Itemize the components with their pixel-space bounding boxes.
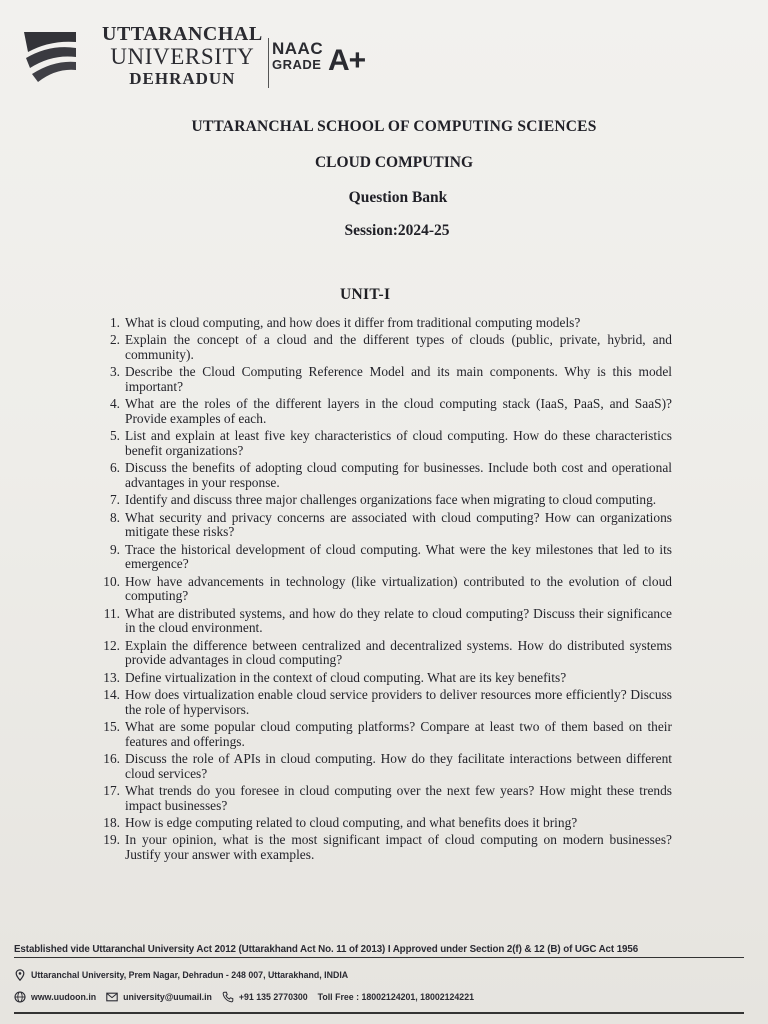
question-item <box>100 461 672 490</box>
question-text: How is edge computing related to cloud computing, and what benefits does it bring? <box>125 814 578 830</box>
unit-heading: UNIT-I <box>340 286 391 303</box>
question-number: 15. <box>103 718 120 734</box>
location-pin-icon <box>14 969 26 981</box>
globe-icon <box>14 991 26 1003</box>
question-number: 14. <box>103 686 120 702</box>
header-divider <box>268 38 269 88</box>
university-name-line1: UTTARANCHAL <box>102 23 263 45</box>
question-item <box>100 333 672 362</box>
question-number: 18. <box>103 814 120 830</box>
question-text: Discuss the benefits of adopting cloud computing for businesses. Include both cost and operational advantages in your response. <box>125 460 672 490</box>
university-city: DEHRADUN <box>129 69 236 88</box>
naac-label: NAAC <box>272 39 324 58</box>
question-item <box>100 639 672 668</box>
question-text: What trends do you foresee in cloud computing over the next few years? How might these trends impact businesses? <box>125 782 672 813</box>
establishment-note: Established vide Uttaranchal University Act 2012 (Uttarakhand Act No. 11 of 2013) I Approved under Section 2(f) & 12 (B) of UGC Act 1956 <box>14 944 744 958</box>
question-number: 8. <box>109 509 120 525</box>
university-name-line2: UNIVERSITY <box>110 44 255 69</box>
university-header <box>20 18 440 88</box>
question-text: Trace the historical development of cloud computing. What were the key milestones that led to its emergence? <box>125 541 672 572</box>
mail-icon <box>106 991 118 1003</box>
question-item <box>100 752 672 781</box>
question-text: Discuss the role of APIs in cloud computing. How do they facilitate interactions between different cloud services? <box>125 750 672 781</box>
question-text: What security and privacy concerns are associated with cloud computing? How can organizations mitigate these risks? <box>125 509 672 540</box>
question-item <box>100 429 672 458</box>
website-link[interactable]: www.uudoon.in <box>31 992 97 1002</box>
question-item <box>100 833 672 862</box>
email-link[interactable]: university@uumail.in <box>123 992 212 1002</box>
question-number: 1. <box>109 315 120 330</box>
grade-value: A+ <box>328 44 366 77</box>
phone-number[interactable]: +91 135 2770300 <box>238 992 308 1002</box>
footer-contact-line <box>14 991 744 1003</box>
question-text: What is cloud computing, and how does it differ from traditional computing models? <box>125 315 581 330</box>
question-number: 6. <box>109 460 120 476</box>
question-item <box>100 671 672 686</box>
question-text: What are the roles of the different layers in the cloud computing stack (IaaS, PaaS, and SaaS)? Provide examples of each. <box>125 396 672 426</box>
question-text: In your opinion, what is the most significant impact of cloud computing on modern businesses? Justify your answer with examples. <box>125 832 672 862</box>
question-item <box>100 397 672 426</box>
question-item <box>100 688 672 717</box>
course-title: CLOUD COMPUTING <box>314 154 473 171</box>
question-item <box>100 511 672 540</box>
question-item <box>100 493 672 508</box>
question-text: What are distributed systems, and how do they relate to cloud computing? Discuss their significance in the cloud environment. <box>125 605 672 636</box>
question-text: Explain the difference between centralized and decentralized systems. How do distributed systems provide advantages in cloud computing? <box>125 637 672 668</box>
question-text: Identify and discuss three major challenges organizations face when migrating to cloud computing. <box>125 492 657 508</box>
question-number: 4. <box>109 396 120 412</box>
question-number: 16. <box>103 750 120 766</box>
question-number: 9. <box>109 541 120 557</box>
document-title: Question Bank <box>348 189 448 206</box>
question-text: How have advancements in technology (like virtualization) contributed to the evolution of cloud computing? <box>125 573 672 604</box>
question-item <box>100 816 672 831</box>
naac-badge <box>272 39 366 77</box>
question-text: List and explain at least five key characteristics of cloud computing. How do these characteristics benefit organizations? <box>125 428 672 458</box>
question-text: What are some popular cloud computing platforms? Compare at least two of them based on their features and offerings. <box>125 718 672 749</box>
question-text: How does virtualization enable cloud service providers to deliver resources more efficiently? Discuss the role of hypervisors. <box>125 686 672 717</box>
question-number: 3. <box>109 364 120 380</box>
question-number: 11. <box>103 605 120 621</box>
university-name <box>102 24 263 87</box>
question-number: 17. <box>103 782 120 798</box>
question-number: 2. <box>109 332 120 348</box>
page-footer <box>14 944 744 1003</box>
question-number: 12. <box>103 637 120 653</box>
question-item <box>100 575 672 604</box>
question-number: 13. <box>103 669 120 685</box>
grade-label: GRADE <box>272 57 322 72</box>
university-logo-icon <box>20 26 80 86</box>
question-text: Describe the Cloud Computing Reference Model and its main components. Why is this model important? <box>125 364 672 394</box>
question-item <box>100 784 672 813</box>
question-number: 5. <box>109 428 120 444</box>
question-text: Explain the concept of a cloud and the different types of clouds (public, private, hybrid, and community). <box>125 332 672 362</box>
session-label: Session:2024-25 <box>344 222 450 239</box>
toll-free-numbers: Toll Free : 18002124201, 18002124221 <box>317 992 474 1002</box>
question-item <box>100 365 672 394</box>
question-item <box>100 720 672 749</box>
question-item <box>100 316 672 331</box>
question-number: 19. <box>103 832 120 848</box>
question-item <box>100 607 672 636</box>
question-list <box>100 316 672 865</box>
footer-rule <box>14 1012 744 1014</box>
question-text: Define virtualization in the context of cloud computing. What are its key benefits? <box>125 669 567 685</box>
question-number: 10. <box>103 573 120 589</box>
phone-icon <box>222 991 234 1003</box>
school-title: UTTARANCHAL SCHOOL OF COMPUTING SCIENCES <box>191 118 597 135</box>
address-text: Uttaranchal University, Prem Nagar, Dehradun - 248 007, Uttarakhand, INDIA <box>31 970 349 980</box>
document-titles <box>0 118 768 240</box>
question-item <box>100 543 672 572</box>
question-number: 7. <box>109 492 120 508</box>
footer-address-line <box>14 969 744 981</box>
